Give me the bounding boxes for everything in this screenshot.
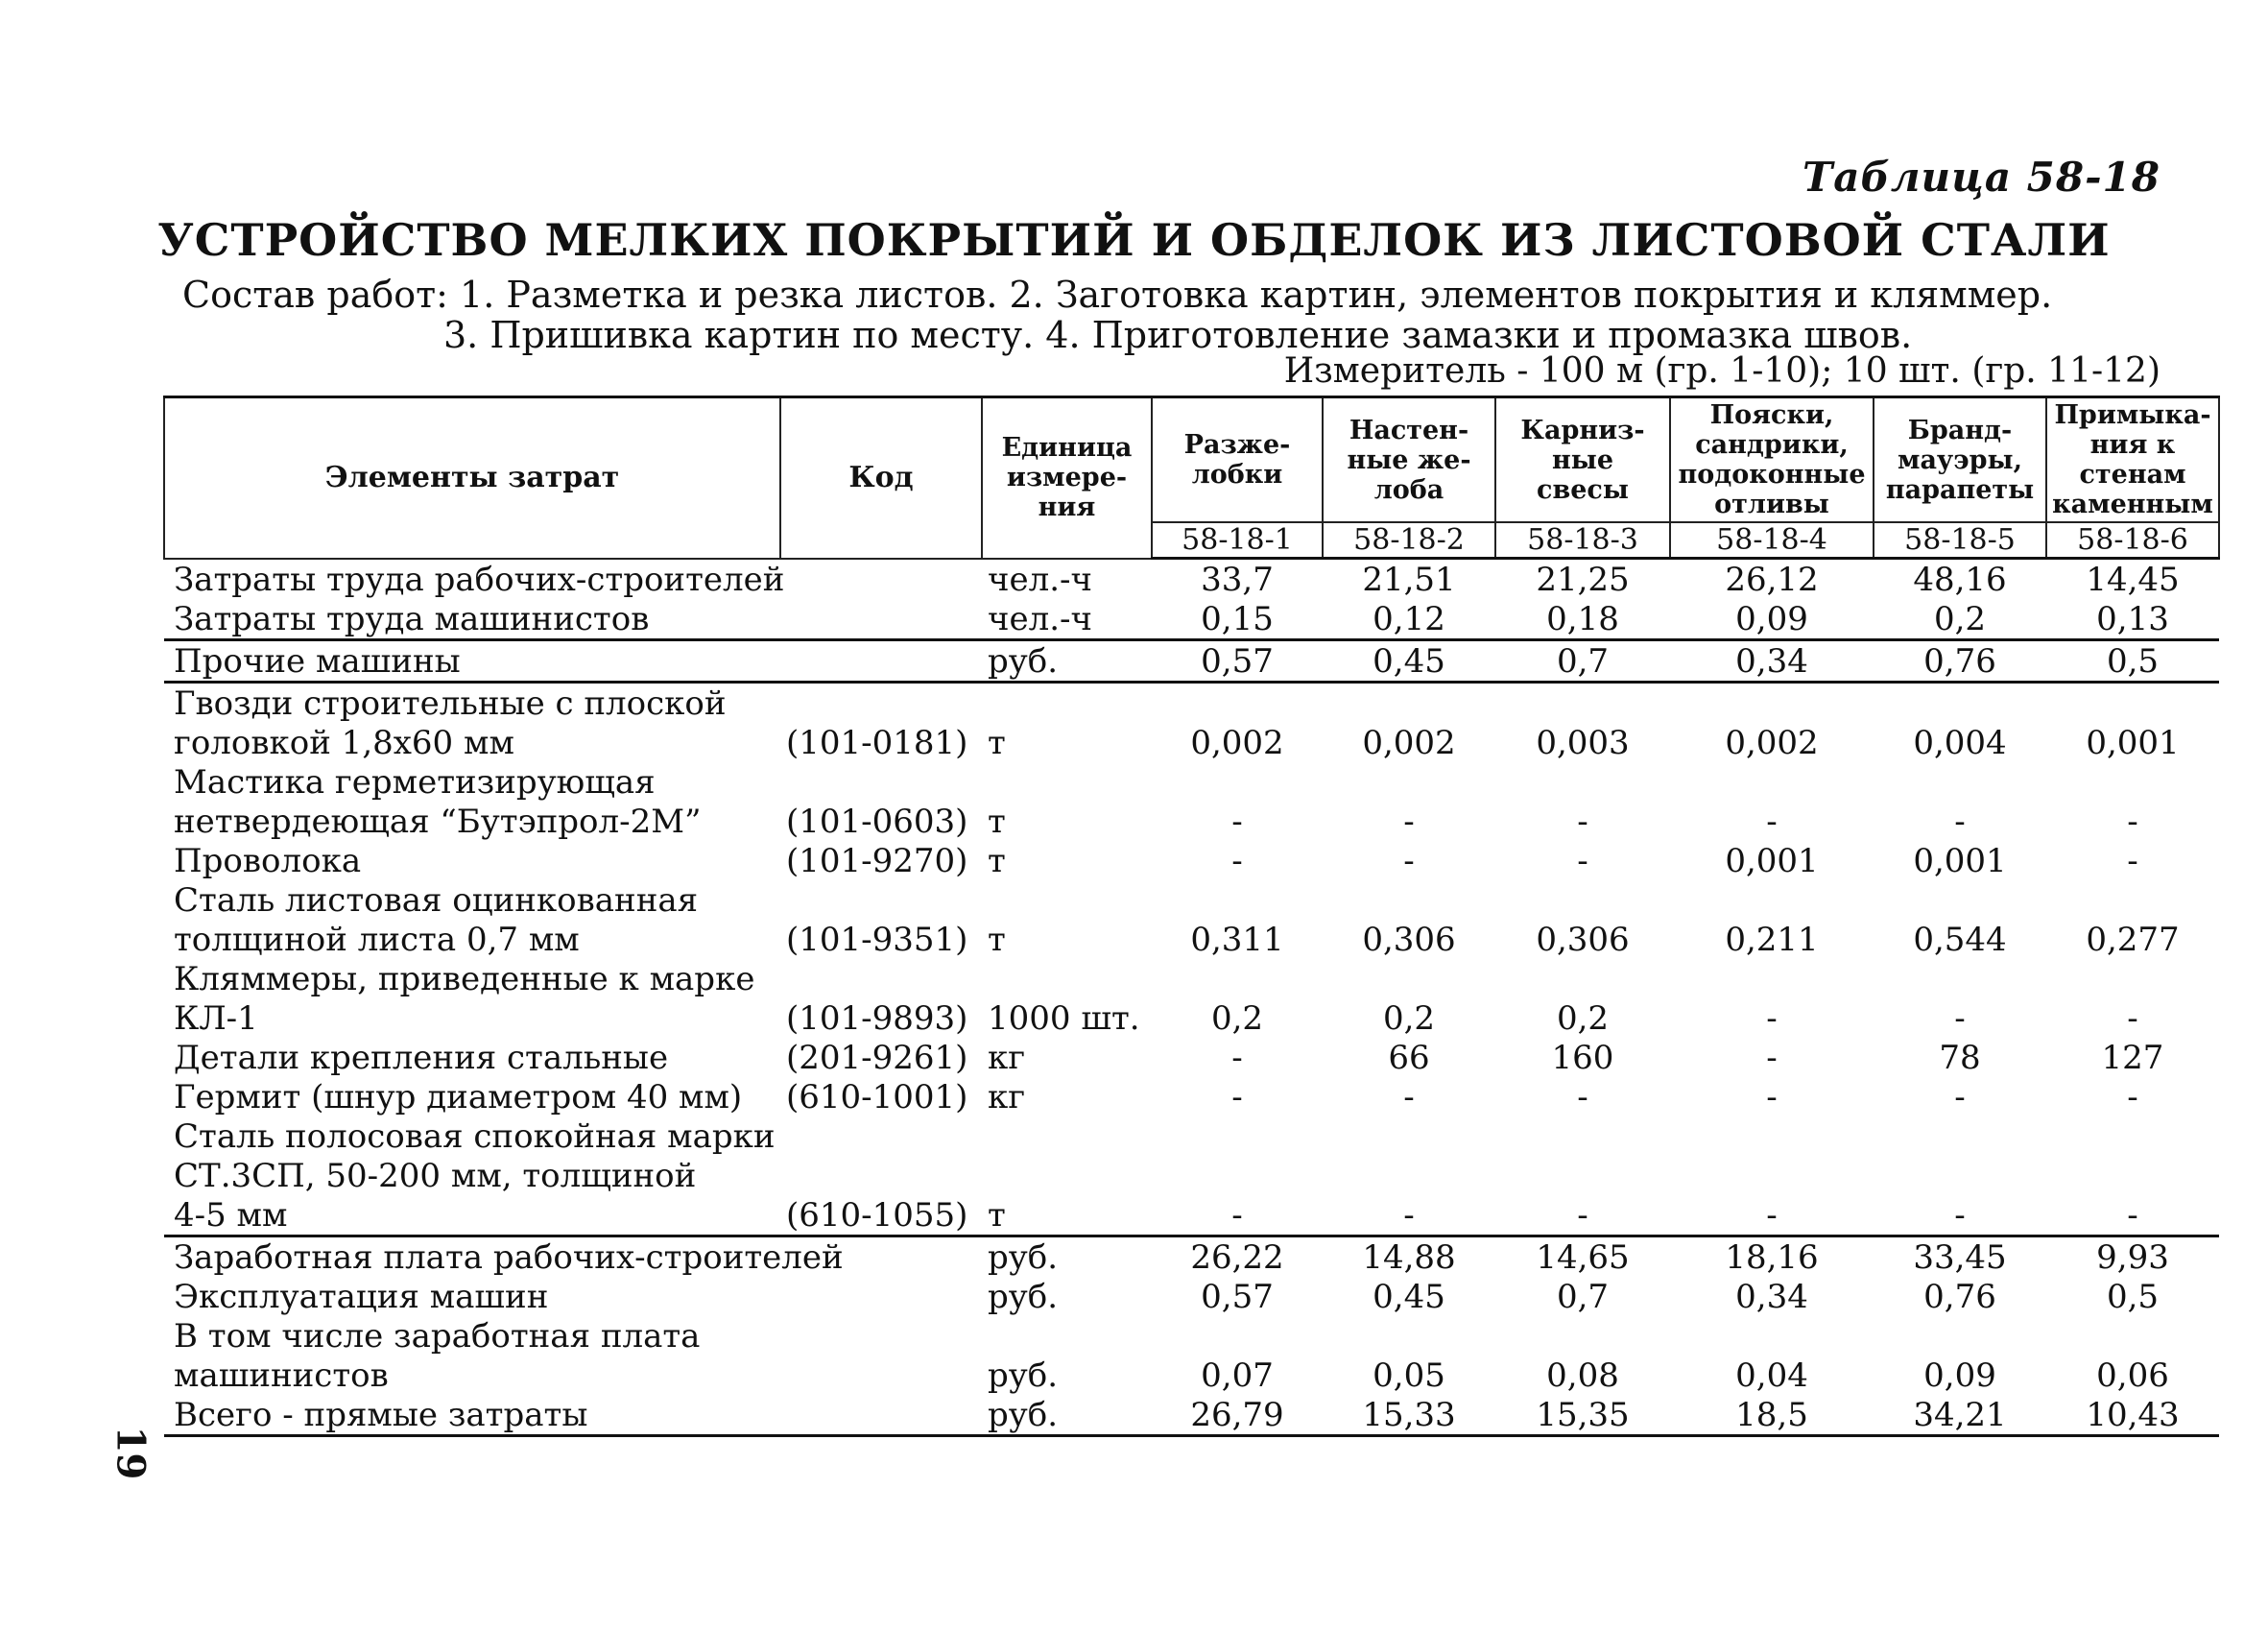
table-row (164, 841, 2219, 880)
cell-value: 0,004 (1913, 724, 2007, 762)
cell-value (1874, 1116, 2046, 1156)
cell-value: 0,04 (1735, 1356, 1808, 1395)
cell-value: 0,003 (1536, 724, 1630, 762)
cell-value: - (1766, 1196, 1778, 1235)
resource-code: (101-9893) (786, 999, 968, 1038)
table-row (164, 1077, 2219, 1116)
cell-value (1495, 762, 1670, 802)
cell-value: 0,306 (1362, 921, 1456, 959)
cell-value (1874, 683, 2046, 724)
cell-value (2046, 762, 2219, 802)
cell-value: 127 (2101, 1039, 2164, 1077)
cell-value: - (1577, 1078, 1588, 1116)
table-row (164, 762, 2219, 802)
header-line: парапеты (1885, 474, 2035, 505)
cost-element-name: Затраты труда машинистов (174, 600, 650, 638)
cell-value: 0,311 (1190, 921, 1284, 959)
cell-value: 0,09 (1923, 1356, 1996, 1395)
cost-element-name: 4-5 мм (174, 1196, 288, 1235)
resource-code (780, 880, 982, 920)
table-row (164, 1195, 2219, 1236)
cell-value (1152, 1156, 1323, 1195)
cell-value (1323, 1116, 1495, 1156)
table-body (164, 559, 2219, 1436)
table-row (164, 683, 2219, 724)
header-line: Единица (1001, 433, 1133, 464)
cell-value: - (1403, 1196, 1415, 1235)
resource-code (780, 1395, 982, 1436)
unit-of-measure: чел.-ч (988, 600, 1092, 638)
cell-value: 0,08 (1546, 1356, 1619, 1395)
cell-value: 0,002 (1190, 724, 1284, 762)
header-line: сандрики, (1695, 430, 1849, 460)
cell-value: 0,45 (1373, 1278, 1445, 1316)
cell-value: - (1954, 1078, 1966, 1116)
cell-value (1152, 880, 1323, 920)
cost-element-name: нетвердеющая “Бутэпрол-2М” (174, 803, 702, 841)
cell-value: - (1231, 1039, 1243, 1077)
cell-value: 14,65 (1495, 1236, 1670, 1278)
table-row (164, 1116, 2219, 1156)
header-line: ния (1038, 492, 1096, 523)
unit-of-measure: т (988, 1196, 1006, 1235)
cell-value (1152, 959, 1323, 998)
cell-value: 33,7 (1201, 561, 1274, 599)
cost-element-name: машинистов (174, 1356, 389, 1395)
table-row (164, 1236, 2219, 1278)
cell-value: 0,211 (1725, 921, 1819, 959)
resource-code (780, 640, 982, 683)
cell-value (1670, 1316, 1874, 1356)
table-row (164, 802, 2219, 841)
header-row (164, 397, 2219, 523)
cell-value: 0,001 (1913, 842, 2007, 880)
cell-value: 0,13 (2096, 600, 2169, 638)
work-composition (182, 275, 2052, 355)
cell-value: 0,07 (1201, 1356, 1274, 1395)
header-line: Пояски, (1709, 400, 1834, 430)
header-line: свесы (1537, 474, 1629, 505)
cell-value: - (2127, 803, 2138, 841)
cell-value: 21,51 (1362, 561, 1456, 599)
header-line: Примыка- (2054, 400, 2211, 430)
cell-value (2046, 880, 2219, 920)
cost-table (163, 396, 2220, 1437)
cell-value (1495, 683, 1670, 724)
cell-value: 14,88 (1323, 1236, 1495, 1278)
table-row (164, 1356, 2219, 1395)
unit-of-measure: т (988, 921, 1006, 959)
cell-value: 0,001 (2086, 724, 2180, 762)
cell-value: 0,34 (1735, 1278, 1808, 1316)
column-code: 58-18-5 (1874, 522, 2046, 559)
composition-line-2: 3. Пришивка картин по месту. 4. Приготовление замазки и промазка швов. (443, 314, 1913, 356)
cell-value: 0,57 (1152, 640, 1323, 683)
header-code: Код (780, 397, 982, 559)
resource-code (780, 599, 982, 640)
cell-value (2046, 1116, 2219, 1156)
cell-value (1323, 1316, 1495, 1356)
resource-code (780, 959, 982, 998)
header-col-5 (1874, 397, 2046, 523)
cost-element-name: Заработная плата рабочих-строителей (164, 1236, 780, 1278)
cell-value (1152, 1116, 1323, 1156)
cell-value: 0,2 (1933, 600, 1987, 638)
resource-code (780, 559, 982, 600)
table-row (164, 920, 2219, 959)
unit-of-measure: т (988, 842, 1006, 880)
header-col-3 (1495, 397, 1670, 523)
cell-value: 34,21 (1874, 1395, 2046, 1436)
cell-value (1323, 1156, 1495, 1195)
cell-value: - (1403, 803, 1415, 841)
cell-value: - (1403, 1078, 1415, 1116)
cost-element-name: В том числе заработная плата (174, 1317, 701, 1356)
cell-value: 0,34 (1670, 640, 1874, 683)
unit-of-measure (982, 1156, 1152, 1195)
page-title: УСТРОЙСТВО МЕЛКИХ ПОКРЫТИЙ И ОБДЕЛОК ИЗ ЛИСТОВОЙ СТАЛИ (157, 214, 2111, 266)
cell-value: 0,18 (1546, 600, 1619, 638)
cell-value: 0,2 (1210, 999, 1264, 1038)
cell-value: - (1766, 1039, 1778, 1077)
resource-code (780, 1316, 982, 1356)
cell-value (1670, 762, 1874, 802)
cell-value: - (1766, 999, 1778, 1038)
cell-value: 0,76 (1874, 640, 2046, 683)
cell-value (1670, 959, 1874, 998)
cell-value: 14,45 (2086, 561, 2180, 599)
cell-value: 21,25 (1536, 561, 1630, 599)
unit-of-measure: т (988, 803, 1006, 841)
cell-value (1495, 1156, 1670, 1195)
cell-value (1874, 959, 2046, 998)
cell-value (1495, 1316, 1670, 1356)
header-line: Настен- (1349, 415, 1469, 445)
resource-code (780, 762, 982, 802)
header-line: ния к (2089, 430, 2176, 460)
unit-of-measure: руб. (982, 1236, 1152, 1278)
cost-element-name: Эксплуатация машин (174, 1278, 549, 1316)
cell-value: - (1954, 1196, 1966, 1235)
cell-value: 78 (1939, 1039, 1981, 1077)
resource-code (780, 1116, 982, 1156)
resource-code: (101-9270) (786, 842, 968, 880)
table-row (164, 880, 2219, 920)
unit-of-measure (982, 1116, 1152, 1156)
table-row (164, 998, 2219, 1038)
table-number: Таблица 58-18 (1802, 154, 2161, 201)
table-row (164, 1277, 2219, 1316)
composition-line-1: Состав работ: 1. Разметка и резка листов. 2. Заготовка картин, элементов покрытия и кляммер. (182, 274, 2053, 316)
table-row (164, 1156, 2219, 1195)
cell-value: 48,16 (1913, 561, 2007, 599)
unit-of-measure: руб. (982, 640, 1152, 683)
cell-value (1323, 762, 1495, 802)
column-code: 58-18-6 (2046, 522, 2219, 559)
cell-value: 66 (1388, 1039, 1430, 1077)
cost-element-name: головкой 1,8х60 мм (174, 724, 514, 762)
cell-value: 0,5 (2046, 640, 2219, 683)
header-line: измере- (1006, 463, 1128, 493)
unit-of-measure: чел.-ч (988, 561, 1092, 599)
cell-value: 0,277 (2086, 921, 2180, 959)
resource-code: (101-9351) (786, 921, 968, 959)
header-line: ные же- (1347, 444, 1471, 475)
unit-of-measure: т (988, 724, 1006, 762)
cell-value: - (2127, 999, 2138, 1038)
header-col-1 (1152, 397, 1323, 523)
table-row (164, 599, 2219, 640)
cell-value: 18,5 (1670, 1395, 1874, 1436)
column-code: 58-18-2 (1323, 522, 1495, 559)
cell-value: - (1403, 842, 1415, 880)
header-col-6 (2046, 397, 2219, 523)
cell-value: - (1231, 1078, 1243, 1116)
cell-value: 26,12 (1725, 561, 1819, 599)
cell-value (1874, 1316, 2046, 1356)
cell-value (1874, 762, 2046, 802)
column-code: 58-18-1 (1152, 522, 1323, 559)
cell-value (1152, 683, 1323, 724)
cell-value: 18,16 (1670, 1236, 1874, 1278)
cell-value (1495, 880, 1670, 920)
cost-element-name: Сталь полосовая спокойная марки (174, 1117, 776, 1156)
cost-element-name: Сталь листовая оцинкованная (174, 881, 699, 920)
column-code: 58-18-3 (1495, 522, 1670, 559)
cost-element-name: Мастика герметизирующая (174, 763, 656, 802)
unit-of-measure: руб. (982, 1395, 1152, 1436)
cell-value: 0,002 (1725, 724, 1819, 762)
page-number: 19 (107, 1426, 154, 1480)
cell-value (1670, 880, 1874, 920)
cell-value (1495, 959, 1670, 998)
cost-element-name: толщиной листа 0,7 мм (174, 921, 580, 959)
cost-element-name: Прочие машины (164, 640, 780, 683)
cell-value (2046, 959, 2219, 998)
cell-value: - (1231, 842, 1243, 880)
cell-value: 0,76 (1923, 1278, 1996, 1316)
unit-of-measure: руб. (988, 1356, 1059, 1395)
unit-of-measure: руб. (988, 1278, 1059, 1316)
cell-value: - (1577, 1196, 1588, 1235)
cell-value: 0,001 (1725, 842, 1819, 880)
unit-of-measure: 1000 шт. (988, 999, 1140, 1038)
header-line: Карниз- (1520, 415, 1645, 445)
cost-element-name: Детали крепления стальные (174, 1039, 669, 1077)
resource-code: (101-0603) (786, 803, 968, 841)
cell-value (1874, 880, 2046, 920)
cell-value: 0,2 (1556, 999, 1610, 1038)
cost-element-name: Кляммеры, приведенные к марке (174, 960, 755, 998)
cell-value: - (1954, 803, 1966, 841)
cell-value: 0,7 (1495, 640, 1670, 683)
cell-value: 0,544 (1913, 921, 2007, 959)
unit-of-measure (982, 683, 1152, 724)
cell-value: 26,22 (1152, 1236, 1323, 1278)
resource-code (780, 683, 982, 724)
cell-value: 0,05 (1373, 1356, 1445, 1395)
cell-value (2046, 683, 2219, 724)
cell-value: 26,79 (1152, 1395, 1323, 1436)
header-line: каменным (2052, 490, 2213, 519)
table-row (164, 959, 2219, 998)
cell-value: - (2127, 842, 2138, 880)
header-line: отливы (1714, 490, 1829, 519)
cell-value (1323, 959, 1495, 998)
cell-value (1323, 683, 1495, 724)
cost-element-name: Гермит (шнур диаметром 40 мм) (174, 1078, 743, 1116)
resource-code: (610-1055) (786, 1196, 968, 1235)
cell-value: 15,35 (1495, 1395, 1670, 1436)
cell-value (1323, 880, 1495, 920)
unit-of-measure (982, 959, 1152, 998)
header-line: мауэры, (1897, 444, 2023, 475)
header-line: Разже- (1183, 430, 1291, 460)
table-row (164, 723, 2219, 762)
cell-value: 10,43 (2046, 1395, 2219, 1436)
cell-value: 0,09 (1735, 600, 1808, 638)
unit-of-measure (982, 880, 1152, 920)
cell-value (1152, 762, 1323, 802)
cell-value (1670, 683, 1874, 724)
cell-value: 0,002 (1362, 724, 1456, 762)
table-row (164, 1038, 2219, 1077)
table-row (164, 1395, 2219, 1436)
cell-value: 0,57 (1201, 1278, 1274, 1316)
cell-value: 33,45 (1874, 1236, 2046, 1278)
resource-code: (201-9261) (786, 1039, 968, 1077)
cell-value (1152, 1316, 1323, 1356)
cell-value: - (1766, 803, 1778, 841)
cell-value (1495, 1116, 1670, 1156)
header-line: подоконные (1678, 460, 1866, 490)
unit-of-measure: кг (988, 1078, 1026, 1116)
resource-code (780, 1277, 982, 1316)
cell-value (1670, 1116, 1874, 1156)
resource-code: (610-1001) (786, 1078, 968, 1116)
cell-value: 0,2 (1382, 999, 1436, 1038)
cost-element-name: СТ.3СП, 50-200 мм, толщиной (174, 1157, 697, 1195)
resource-code (780, 1156, 982, 1195)
header-col-2 (1323, 397, 1495, 523)
header-line: лобки (1191, 460, 1283, 490)
cell-value (1874, 1156, 2046, 1195)
cell-value: - (1577, 803, 1588, 841)
cost-element-name: КЛ-1 (174, 999, 258, 1038)
cell-value: 0,306 (1536, 921, 1630, 959)
cell-value: 0,5 (2106, 1278, 2160, 1316)
cell-value: 0,15 (1201, 600, 1274, 638)
cell-value: - (2127, 1078, 2138, 1116)
table-row (164, 640, 2219, 683)
cell-value: - (2127, 1196, 2138, 1235)
cost-element-name: Всего - прямые затраты (164, 1395, 780, 1436)
measurement-unit-note: Измеритель - 100 м (гр. 1-10); 10 шт. (гр. 11-12) (1283, 351, 2161, 391)
cell-value: - (1766, 1078, 1778, 1116)
cost-element-name: Затраты труда рабочих-строителей (174, 561, 785, 599)
unit-of-measure (982, 1316, 1152, 1356)
unit-of-measure: кг (988, 1039, 1026, 1077)
cell-value: 15,33 (1323, 1395, 1495, 1436)
cell-value: - (1231, 803, 1243, 841)
cell-value: 0,45 (1323, 640, 1495, 683)
cell-value: - (1577, 842, 1588, 880)
cost-element-name: Гвозди строительные с плоской (164, 683, 780, 724)
header-elements: Элементы затрат (164, 397, 780, 559)
cell-value: 0,06 (2096, 1356, 2169, 1395)
header-unit (982, 397, 1152, 559)
cell-value: 160 (1551, 1039, 1614, 1077)
table-row (164, 559, 2219, 600)
cell-value: 9,93 (2046, 1236, 2219, 1278)
cell-value (1670, 1156, 1874, 1195)
header-col-4 (1670, 397, 1874, 523)
cell-value (2046, 1156, 2219, 1195)
resource-code (780, 1356, 982, 1395)
unit-of-measure (982, 762, 1152, 802)
header-line: Бранд- (1907, 415, 2013, 445)
cell-value: 0,7 (1556, 1278, 1610, 1316)
column-code: 58-18-4 (1670, 522, 1874, 559)
resource-code: (101-0181) (786, 724, 968, 762)
table-row (164, 1316, 2219, 1356)
header-line: стенам (2079, 460, 2186, 490)
cost-element-name: Проволока (174, 842, 362, 880)
header-line: лоба (1373, 474, 1444, 505)
cell-value: 0,12 (1373, 600, 1445, 638)
header-line: ные (1551, 444, 1613, 475)
cell-value: - (1231, 1196, 1243, 1235)
cell-value: - (1954, 999, 1966, 1038)
cell-value (2046, 1316, 2219, 1356)
